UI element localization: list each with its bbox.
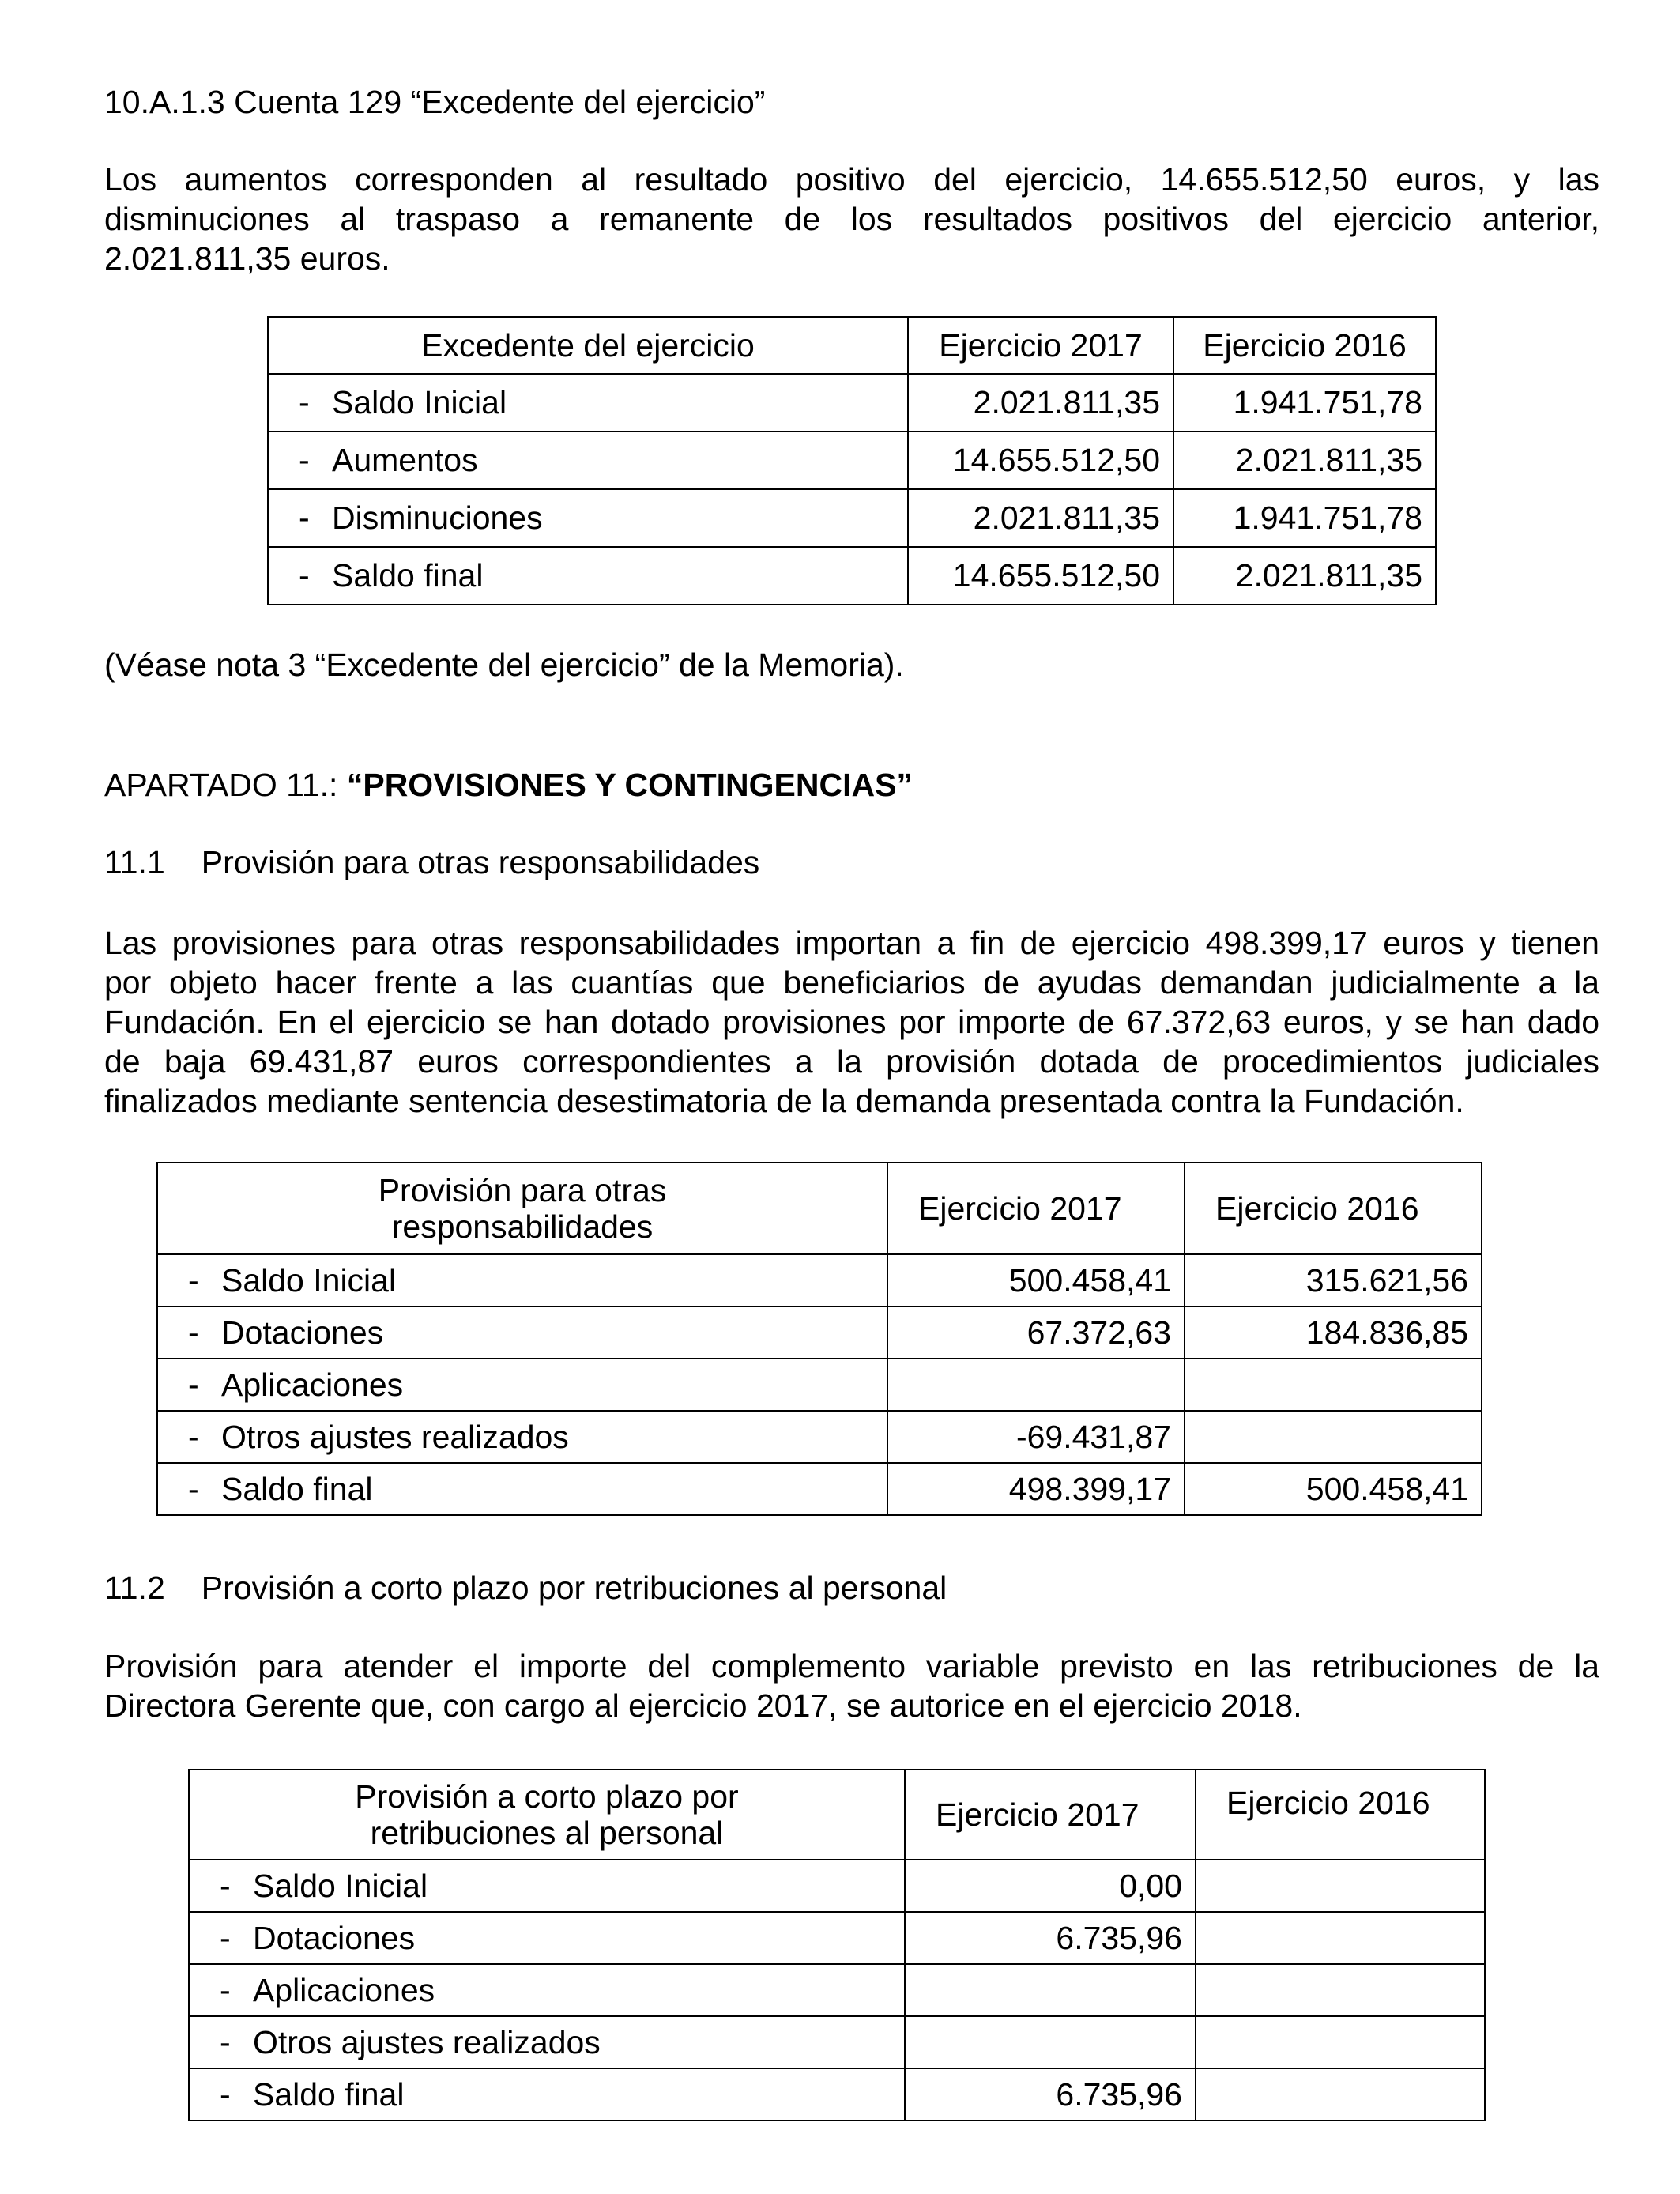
table-header-row (189, 1770, 1485, 1860)
table-excedente (267, 316, 1437, 605)
row-label: Disminuciones (332, 499, 543, 536)
cell-2017: 498.399,17 (887, 1463, 1185, 1515)
paragraph-line: Directora Gerente que, con cargo al ejercicio 2017, se autorice en el ejercicio 2018. (104, 1687, 1302, 1724)
row-label: Dotaciones (221, 1314, 384, 1351)
paragraph-line: por objeto hacer frente a las cuantías que beneficiarios de ayudas demandan judicialmente a la (104, 964, 1599, 1001)
cell-2016: 1.941.751,78 (1173, 374, 1436, 432)
cell-2016: 315.621,56 (1185, 1254, 1482, 1306)
cell-2016: 500.458,41 (1185, 1463, 1482, 1515)
cell-2016 (1196, 2016, 1485, 2068)
row-label: Aplicaciones (221, 1366, 404, 1403)
cell-2017: 6.735,96 (905, 1912, 1196, 1964)
header-ejercicio-2016: Ejercicio 2016 (1196, 1770, 1485, 1860)
table-row: - Aplicaciones (189, 1964, 1485, 2016)
header-ejercicio-2017: Ejercicio 2017 (887, 1163, 1185, 1254)
table-row: - Dotaciones 67.372,63 184.836,85 (157, 1306, 1482, 1359)
row-label: Otros ajustes realizados (253, 2023, 601, 2060)
cell-2016 (1196, 1912, 1485, 1964)
table-row: - Aumentos 14.655.512,50 2.021.811,35 (268, 432, 1436, 489)
cell-2017 (905, 1964, 1196, 2016)
paragraph-line: de baja 69.431,87 euros correspondientes a la provisión dotada de procedimientos judiciales (104, 1043, 1599, 1080)
cell-2017: 14.655.512,50 (908, 432, 1173, 489)
paragraph-line: Provisión para atender el importe del complemento variable previsto en las retribuciones de la (104, 1648, 1599, 1684)
row-label: Saldo Inicial (332, 384, 507, 420)
table-header-row (268, 317, 1436, 374)
table-provision-corto (188, 1769, 1486, 2121)
paragraph-line: finalizados mediante sentencia desestimatoria de la demanda presentada contra la Fundación. (104, 1083, 1464, 1119)
table-row: - Saldo Inicial 500.458,41 315.621,56 (157, 1254, 1482, 1306)
header-excedente: Excedente del ejercicio (268, 317, 908, 374)
cell-2017: -69.431,87 (887, 1411, 1185, 1463)
note-memoria: (Véase nota 3 “Excedente del ejercicio” de la Memoria). (104, 647, 904, 683)
subsection-11-2-title: 11.2 Provisión a corto plazo por retribuciones al personal (104, 1570, 947, 1606)
row-label: Otros ajustes realizados (221, 1418, 569, 1455)
cell-2016: 2.021.811,35 (1173, 547, 1436, 605)
table-row: - Otros ajustes realizados -69.431,87 (157, 1411, 1482, 1463)
table-row: - Saldo Inicial 2.021.811,35 1.941.751,78 (268, 374, 1436, 432)
header-provision-otras: Provisión para otras responsabilidades (157, 1163, 887, 1254)
cell-2017: 6.735,96 (905, 2068, 1196, 2120)
header-ejercicio-2017: Ejercicio 2017 (905, 1770, 1196, 1860)
table-header-row (157, 1163, 1482, 1254)
paragraph-provision-otras (104, 923, 1599, 1121)
cell-2017: 2.021.811,35 (908, 489, 1173, 547)
table-provision-otras (156, 1162, 1482, 1516)
row-label: Dotaciones (253, 1919, 416, 1956)
row-label: Aplicaciones (253, 1971, 435, 2008)
header-ejercicio-2016: Ejercicio 2016 (1185, 1163, 1482, 1254)
paragraph-provision-corto (104, 1646, 1599, 1725)
header-ejercicio-2016: Ejercicio 2016 (1173, 317, 1436, 374)
paragraph-line: Fundación. En el ejercicio se han dotado provisiones por importe de 67.372,63 euros, y se han dado (104, 1004, 1599, 1040)
paragraph-line: Los aumentos corresponden al resultado positivo del ejercicio, 14.655.512,50 euros, y las (104, 161, 1599, 198)
table-row: - Disminuciones 2.021.811,35 1.941.751,78 (268, 489, 1436, 547)
row-label: Saldo final (253, 2075, 405, 2113)
paragraph-line: Las provisiones para otras responsabilidades importan a fin de ejercicio 498.399,17 euros y tienen (104, 925, 1599, 961)
table-row: - Saldo Inicial 0,00 (189, 1860, 1485, 1912)
row-label: Saldo final (221, 1470, 373, 1507)
section-title-10a13: 10.A.1.3 Cuenta 129 “Excedente del ejercicio” (104, 84, 766, 120)
table-row: - Saldo final 6.735,96 (189, 2068, 1485, 2120)
header-ejercicio-2017: Ejercicio 2017 (908, 317, 1173, 374)
cell-2016 (1185, 1359, 1482, 1411)
header-provision-corto: Provisión a corto plazo por retribuciones al personal (189, 1770, 905, 1860)
cell-2016: 1.941.751,78 (1173, 489, 1436, 547)
cell-2016 (1196, 2068, 1485, 2120)
paragraph-line: 2.021.811,35 euros. (104, 240, 390, 277)
paragraph-line: disminuciones al traspaso a remanente de los resultados positivos del ejercicio anterior, (104, 201, 1599, 237)
cell-2016 (1196, 1964, 1485, 2016)
cell-2016: 2.021.811,35 (1173, 432, 1436, 489)
cell-2016: 184.836,85 (1185, 1306, 1482, 1359)
row-label: Saldo final (332, 557, 484, 594)
apartado-11-heading: APARTADO 11.: “PROVISIONES Y CONTINGENCIAS” (104, 767, 913, 803)
table-row: - Saldo final 14.655.512,50 2.021.811,35 (268, 547, 1436, 605)
cell-2016 (1196, 1860, 1485, 1912)
cell-2017 (887, 1359, 1185, 1411)
cell-2017 (905, 2016, 1196, 2068)
paragraph-excedente (104, 160, 1599, 278)
row-label: Aumentos (332, 442, 478, 478)
cell-2017: 500.458,41 (887, 1254, 1185, 1306)
cell-2017: 67.372,63 (887, 1306, 1185, 1359)
table-row: - Otros ajustes realizados (189, 2016, 1485, 2068)
cell-2017: 0,00 (905, 1860, 1196, 1912)
row-label: Saldo Inicial (253, 1867, 428, 1904)
subsection-11-1-title: 11.1 Provisión para otras responsabilidades (104, 844, 760, 880)
table-row: - Saldo final 498.399,17 500.458,41 (157, 1463, 1482, 1515)
table-row: - Dotaciones 6.735,96 (189, 1912, 1485, 1964)
table-row: - Aplicaciones (157, 1359, 1482, 1411)
cell-2016 (1185, 1411, 1482, 1463)
cell-2017: 2.021.811,35 (908, 374, 1173, 432)
row-label: Saldo Inicial (221, 1261, 397, 1299)
cell-2017: 14.655.512,50 (908, 547, 1173, 605)
